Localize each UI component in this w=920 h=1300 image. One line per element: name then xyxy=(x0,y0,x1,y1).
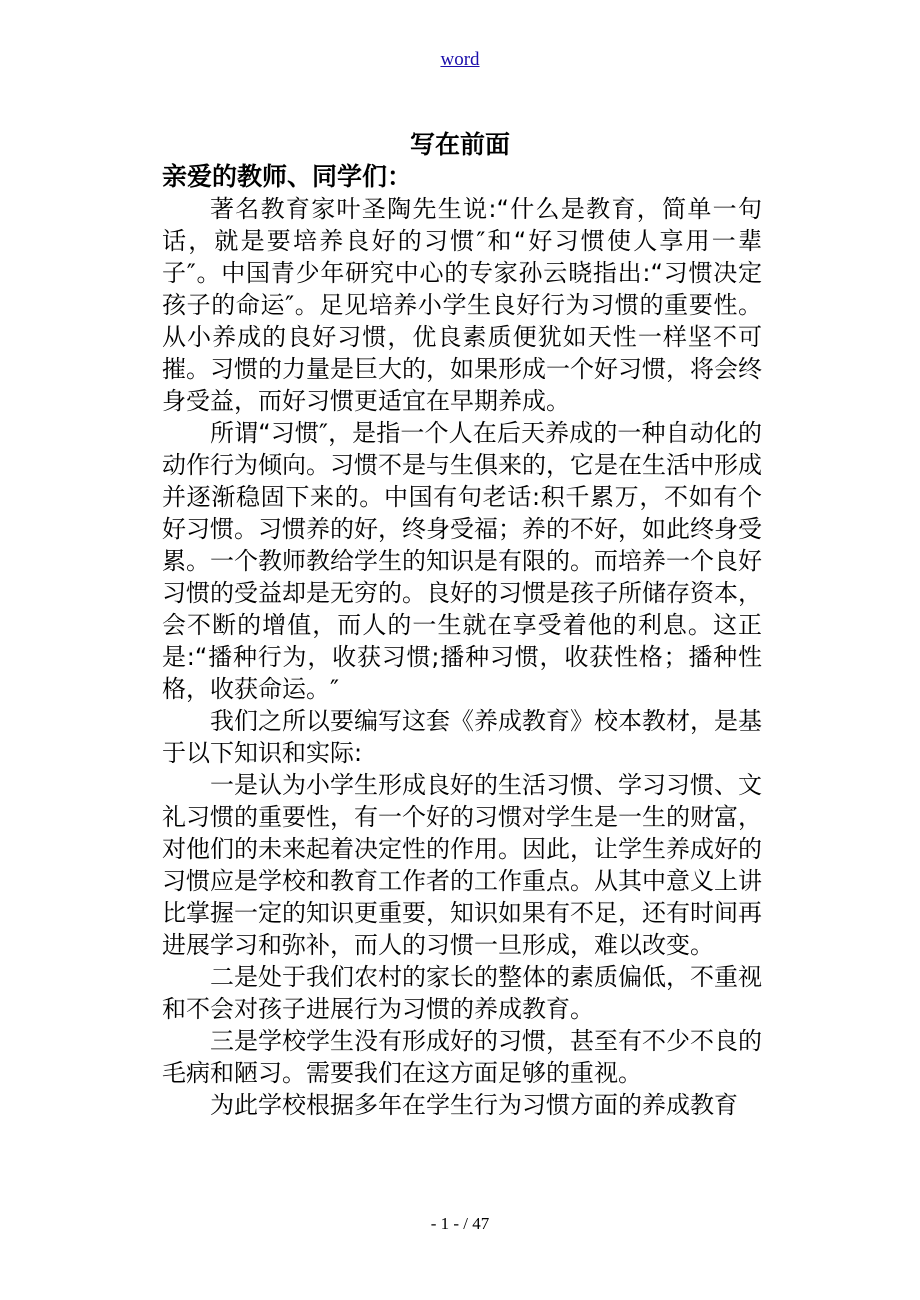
word-link[interactable]: word xyxy=(440,49,480,70)
paragraph-7: 为此学校根据多年在学生行为习惯方面的养成教育 xyxy=(210,1091,738,1119)
document-body xyxy=(162,161,762,1121)
paragraph-2: 所谓“习惯″，是指一个人在后天养成的一种自动化的动作行为倾向。习惯不是与生俱来的，它是在生活中形成并逐渐稳固下来的。中国有句老话:积千累万，不如有个好习惯。习惯养的好，终身受福；养的不好，如此终身受累。一个教师教给学生的知识是有限的。而培养一个良好习惯的受益却是无穷的。良好的习惯是孩子所储存资本，会不断的增值，而人的一生就在享受着他的利息。这正是:“播种行为，收获习惯;播种习惯，收获性格；播种性格，收获命运。″ xyxy=(162,419,762,703)
paragraph-6: 三是学校学生没有形成好的习惯，甚至有不少不良的毛病和陋习。需要我们在这方面足够的重视。 xyxy=(162,1027,762,1087)
document-title: 写在前面 xyxy=(409,130,510,159)
paragraph-4: 一是认为小学生形成良好的生活习惯、学习习惯、文礼习惯的重要性，有一个好的习惯对学生是一生的财富，对他们的未来起着决定性的作用。因此，让学生养成好的习惯应是学校和教育工作者的工作重点。从其中意义上讲比掌握一定的知识更重要，知识如果有不足，还有时间再进展学习和弥补，而人的习惯一旦形成，难以改变。 xyxy=(162,771,762,959)
page-number: - 1 - / 47 xyxy=(430,1214,490,1233)
paragraph-1: 著名教育家叶圣陶先生说:“什么是教育，简单一句话，就是要培养良好的习惯″和“好习惯使人享用一辈子″。中国青少年研究中心的专家孙云晓指出:“习惯决定孩子的命运″。足见培养小学生良好行为习惯的重要性。从小养成的良好习惯，优良素质便犹如天性一样坚不可摧。习惯的力量是巨大的，如果形成一个好习惯，将会终身受益，而好习惯更适宜在早期养成。 xyxy=(162,195,762,415)
paragraph-5: 二是处于我们农村的家长的整体的素质偏低，不重视和不会对孩子进展行为习惯的养成教育。 xyxy=(162,963,762,1023)
page-header xyxy=(0,48,920,72)
paragraph-3: 我们之所以要编写这套《养成教育》校本教材，是基于以下知识和实际: xyxy=(162,707,762,767)
greeting-line: 亲爱的教师、同学们： xyxy=(162,162,413,191)
